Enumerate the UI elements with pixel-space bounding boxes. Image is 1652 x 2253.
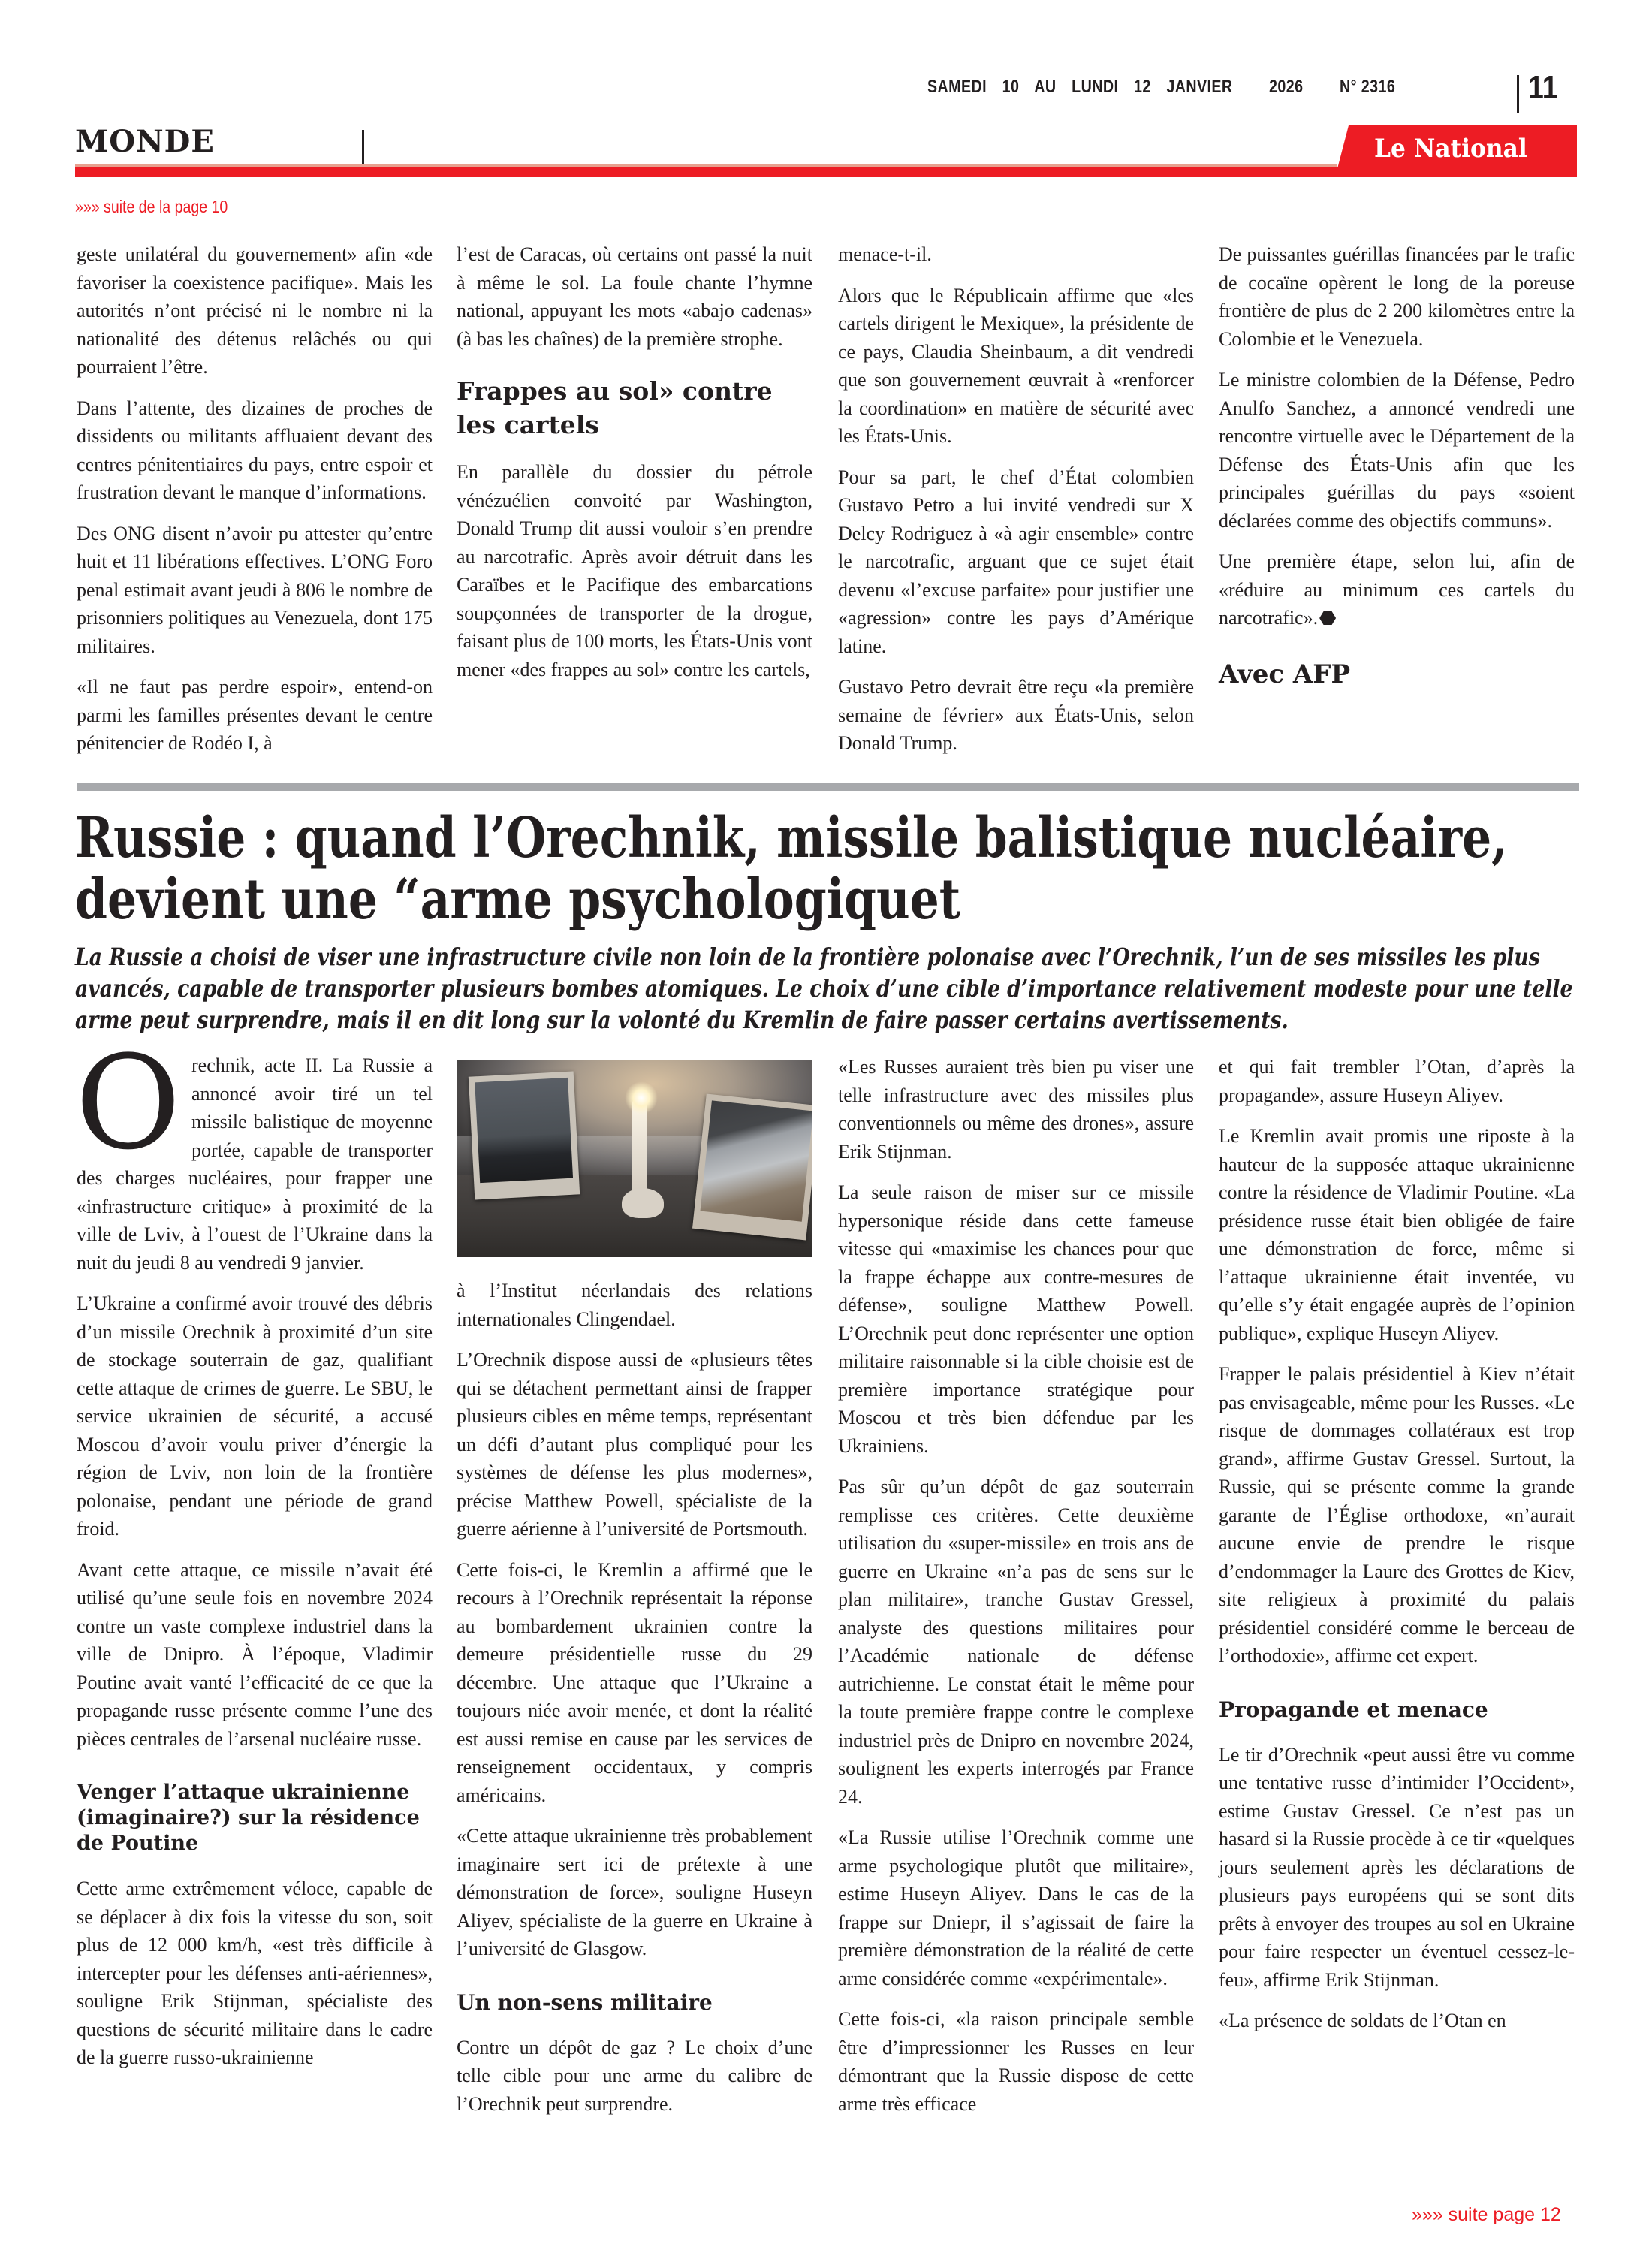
top-article-column-3: [838, 240, 1194, 771]
byline: Avec AFP: [1219, 659, 1351, 689]
polaroid-photo-left: [469, 1071, 580, 1199]
main-headline: [75, 807, 1571, 930]
subheading-non-sens-militaire: Un non-sens militaire: [457, 1989, 713, 2015]
lead-text: rechnik, acte II. La Russie a annoncé avoir tiré un tel missile balistique de moyenne portée, capable de transporter des charges nucléaires, pour frapper une «infrastructure critique» à proximité de la ville de Lviv, à l’ouest de l’Ukraine dans la nuit du jeudi 8 au vendredi 9 janvier.: [77, 1054, 433, 1274]
top-article-column-1: [77, 240, 433, 771]
paragraph: Pour sa part, le chef d’État colombien Gustavo Petro a lui invité vendredi sur X Delcy Rodriguez à «à agir ensemble» contre le narcotrafic, arguant que ce sujet était devenu «l’excuse parfaite» pour justifier une «agression» contre les pays d’Amérique latine.: [838, 466, 1194, 657]
paragraph: «La Russie utilise l’Orechnik comme une arme psychologique plutôt que militaire», estime Huseyn Aliyev. Dans le cas de la frappe sur Dniepr, il s’agissait de faire la première démonstration de la réalité de cette arme considérée comme «expérimentale».: [838, 1826, 1194, 1989]
paragraph: Cette fois-ci, «la raison principale semble être d’impressionner les Russes en leur démontrant que la Russie dispose de cette arme très efficace: [838, 2008, 1194, 2115]
paragraph: «La présence de soldats de l’Otan en: [1219, 2010, 1506, 2031]
drop-cap: O: [75, 1027, 182, 1178]
main-article-column-2: [457, 1051, 812, 2131]
paragraph: Le Kremlin avait promis une riposte à la hauteur de la supposée attaque ukrainienne contre la résidence de Vladimir Poutine. «La présidence russe était bien obligée de faire une démonstration de force, même si l’attaque ukrainienne était inventée, vu qu’elle s’y était engagée auprès de l’opinion publique», explique Huseyn Aliyev.: [1219, 1125, 1575, 1344]
continued-from-link[interactable]: »»» suite de la page 10: [75, 197, 228, 216]
section-separator: [362, 130, 364, 164]
main-article-column-3: [838, 1053, 1194, 2131]
paragraph-text: Une première étape, selon lui, afin de «réduire au minimum ces cartels du narcotrafic».: [1219, 550, 1575, 629]
paragraph: [1219, 547, 1575, 632]
article-photo: [457, 1060, 812, 1257]
paragraph: Cette arme extrêmement véloce, capable de se déplacer à dix fois la vitesse du son, soit plus de 12 000 km/h, «est très difficile à intercepter pour les défenses anti-aériennes», souligne Erik Stijnman, spécialiste des questions de sécurité militaire dans le cadre de la guerre russo-ukrainienne: [77, 1878, 433, 2068]
paragraph: geste unilatéral du gouvernement» afin «de favoriser la coexistence pacifique». Mais les autorités n’ont précisé ni le nombre ni la nationalité des détenus relâchés ou qui pourraient l’être.: [77, 243, 433, 378]
paragraph: Contre un dépôt de gaz ? Le choix d’une telle cible pour une arme du calibre de l’Orechnik peut surprendre.: [457, 2036, 812, 2115]
date-au: AU: [1034, 77, 1057, 97]
headline-line-1: Russie : quand l’Orechnik, missile balistique nucléaire,: [75, 806, 1508, 870]
headline-line-2: devient une “arme psychologiquet: [75, 867, 961, 932]
standfirst: La Russie a choisi de viser une infrastructure civile non loin de la frontière polonaise avec l’Orechnik, l’un de ses missiles les plus avancés, capable de transporter plusieurs bombes atomiques. Le choix d’une cible d’importance relativement modeste pour une telle arme peut surprendre, mais il en dit long sur la volonté du Kremlin de faire passer certains avertissements.: [75, 943, 1573, 1034]
paragraph: à l’Institut néerlandais des relations internationales Clingendael.: [457, 1280, 812, 1330]
continued-to-link[interactable]: »»» suite page 12: [1412, 2204, 1561, 2225]
section-label: MONDE: [75, 124, 215, 159]
subheading-propagande-menace: Propagande et menace: [1219, 1697, 1488, 1722]
missile-flare: [625, 1081, 658, 1114]
issue-number: N° 2316: [1339, 77, 1396, 97]
paragraph: Alors que le Républicain affirme que «les cartels dirigent le Mexique», la présidente de ce pays, Claudia Sheinbaum, a dit vendredi que son gouvernement œuvrait à «renforcer la coordination» en matière de sécurité avec les États-Unis.: [838, 284, 1194, 447]
paragraph: Le tir d’Orechnik «peut aussi être vu comme une tentative russe d’intimider l’Occident», estime Gustav Gressel. Ce n’est pas un hasard si la Russie procède à ce tir «quelques jours seulement après les déclarations de plusieurs pays européens qui se sont dits prêts à envoyer des troupes au sol en Ukraine pour faire respecter un éventuel cessez-le-feu», affirme Erik Stijnman.: [1219, 1743, 1575, 1991]
paragraph: En parallèle du dossier du pétrole vénézuélien convoité par Washington, Donald Trump dit aussi vouloir s’en prendre au narcotrafic. Après avoir détruit dans les Caraïbes et le Pacifique des embarcations soupçonnées de transporter de la drogue, faisant plus de 100 morts, les États-Unis vont mener «des frappes au sol» contre les cartels,: [457, 461, 812, 680]
paragraph: «Cette attaque ukrainienne très probablement imaginaire sert ici de prétexte à une démonstration de force», souligne Huseyn Aliyev, spécialiste de la guerre en Ukraine à l’université de Glasgow.: [457, 1825, 812, 1959]
main-article-column-4: [1219, 1053, 1575, 2048]
main-article-column-1: [75, 1027, 433, 2085]
paragraph: Gustavo Petro devrait être reçu «la première semaine de février» aux États-Unis, selon Donald Trump.: [838, 676, 1194, 754]
dateline: [927, 77, 1406, 98]
paragraph: et qui fait trembler l’Otan, d’après la propagande», assure Huseyn Aliyev.: [1219, 1056, 1575, 1106]
brand-name: Le National: [1374, 134, 1527, 164]
polaroid-image: [475, 1078, 573, 1183]
paragraph: Dans l’attente, des dizaines de proches de dissidents ou militants affluaient devant des centres pénitentiaires du pays, entre espoir et frustration devant le manque d’informations.: [77, 397, 433, 503]
top-article-column-4: [1219, 240, 1575, 689]
paragraph: Cette fois-ci, le Kremlin a affirmé que le recours à l’Orechnik représentait la réponse au bombardement ukrainien contre la demeure présidentielle russe du 29 décembre. Une attaque que l’Ukraine a toujours niée avoir menée, et dont la réalité est aussi remise en cause par les services de renseignement occidentaux, y compris américains.: [457, 1558, 812, 1806]
page-number-separator: [1517, 75, 1519, 113]
subheading-frappes-au-sol: Frappes au sol» contre les cartels: [457, 376, 773, 439]
date-year: 2026: [1269, 77, 1304, 97]
paragraph: Des ONG disent n’avoir pu attester qu’entre huit et 11 libérations effectives. L’ONG Foro penal estimait avant jeudi à 806 le nombre de prisonniers politiques au Venezuela, dont 175 militaires.: [77, 522, 433, 657]
subheading-venger-attaque: Venger l’attaque ukrainienne (imaginaire?) sur la résidence de Poutine: [77, 1781, 420, 1855]
paragraph: «Les Russes auraient très bien pu viser une telle infrastructure avec des missiles plus conventionnels ou même des drones», assure Erik Stijnman.: [838, 1056, 1194, 1163]
paragraph: «Il ne faut pas perdre espoir», entend-on parmi les familles présentes devant le centre pénitencier de Rodéo I, à: [77, 676, 433, 754]
paragraph: La seule raison de miser sur ce missile hypersonique réside dans cette fameuse vitesse qui «maximise les chances pour que la frappe échappe aux contre-mesures de défense», souligne Matthew Powell. L’Orechnik peut donc représenter une option militaire raisonnable si la cible choisie est de première importance stratégique pour Moscou et très bien défendue par les Ukrainiens.: [838, 1181, 1194, 1457]
lead-paragraph: [75, 1027, 433, 1277]
paragraph: l’est de Caracas, où certains ont passé la nuit à même le sol. La foule chante l’hymne national, appuyant les mots «abajo cadenas» (à bas les chaînes) de la première strophe.: [457, 243, 812, 350]
date-month: JANVIER: [1166, 77, 1233, 97]
polaroid-image: [700, 1100, 812, 1221]
paragraph: L’Orechnik dispose aussi de «plusieurs têtes qui se détachent permettant ainsi de frapper plusieurs cibles en même temps, représentant un défi d’autant plus compliqué pour les systèmes de défense les plus modernes», précise Matthew Powell, spécialiste de la guerre aérienne à l’université de Portsmouth.: [457, 1349, 812, 1540]
article-divider: [77, 783, 1579, 791]
date-day-start: SAMEDI: [927, 77, 987, 97]
end-of-article-icon: [1319, 611, 1336, 625]
date-day-end: LUNDI: [1072, 77, 1119, 97]
paragraph: Le ministre colombien de la Défense, Pedro Anulfo Sanchez, a annoncé vendredi une rencontre virtuelle avec le Département de la Défense des États-Unis afin que les principales guérillas du pays «soient déclarées comme des objectifs communs».: [1219, 369, 1575, 532]
paragraph: menace-t-il.: [838, 243, 932, 265]
paragraph: Avant cette attaque, ce missile n’avait été utilisé qu’une seule fois en novembre 2024 contre un vaste complexe industriel dans la ville de Dnipro. À l’époque, Vladimir Poutine avait vanté l’efficacité de ce que la propagande russe présente comme l’une des pièces centrales de l’arsenal nucléaire russe.: [77, 1558, 433, 1750]
date-daynum-end: 12: [1133, 77, 1151, 97]
paragraph: De puissantes guérillas financées par le trafic de cocaïne opèrent le long de la poreuse frontière de plus de 2 200 kilomètres entre la Colombie et le Venezuela.: [1219, 243, 1575, 350]
top-article-column-2: [457, 240, 812, 696]
paragraph: L’Ukraine a confirmé avoir trouvé des débris d’un missile Orechnik à proximité d’un site de stockage souterrain de gaz, qualifiant cette attaque de crimes de guerre. Le SBU, le service ukrainien de sécurité, a accusé Moscou d’avoir voulu priver d’énergie la région de Lviv, non loin de la frontière polonaise, pendant une période de grand froid.: [77, 1292, 433, 1540]
paragraph: Pas sûr qu’un dépôt de gaz souterrain remplisse ces critères. Cette deuxième utilisation du «super-missile» en trois ans de guerre en Ukraine «n’a pas de sens sur le plan militaire», tranche Gustav Gressel, analyste des questions militaires pour l’Académie nationale de défense autrichienne. Le constat était le même pour la toute première frappe contre le complexe industriel près de Dnipro en novembre 2024, soulignent les experts interrogés par France 24.: [838, 1476, 1194, 1808]
paragraph: Frapper le palais présidentiel à Kiev n’était pas envisageable, même pour les Russes. «Le risque de dommages collatéraux est trop grand», affirme Gustav Gressel. Surtout, la Russie, qui se présente comme la grande garante de l’Église orthodoxe, «n’aurait aucune envie de prendre le risque d’endommager la Laure des Grottes de Kiev, site religieux à proximité du palais présidentiel considéré comme le berceau de l’orthodoxie», affirme cet expert.: [1219, 1363, 1575, 1666]
polaroid-photo-right: [692, 1094, 812, 1241]
page-number: 11: [1528, 69, 1558, 106]
date-daynum-start: 10: [1002, 77, 1020, 97]
missile-plume: [622, 1188, 664, 1218]
